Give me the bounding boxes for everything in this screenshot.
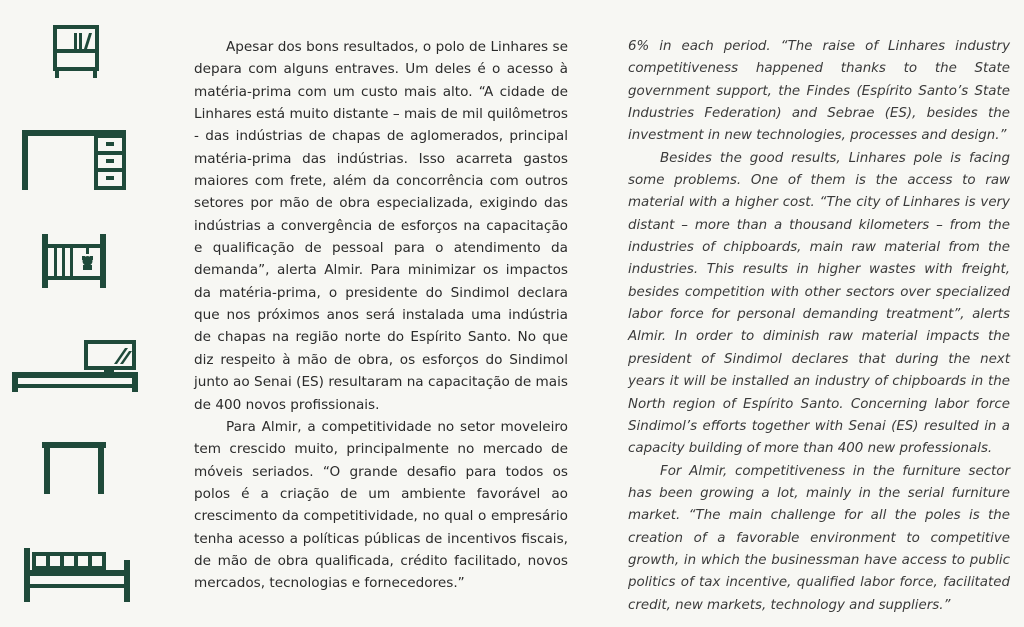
bookshelf-icon — [52, 24, 100, 80]
portuguese-text-column — [194, 36, 568, 595]
table-icon — [40, 440, 108, 496]
furniture-icon-column — [0, 0, 190, 627]
bed-icon — [22, 544, 132, 604]
crib-icon — [40, 232, 108, 290]
english-text-column — [628, 36, 1010, 617]
en-paragraph-2: Besides the good results, Linhares pole is facing some problems. One of them is the access to raw material with a higher cost. “The city of Linhares is very distant – more than a thousand kilometers – from the industries of chipboards, main raw material from the industries. This results in higher wastes with freight, besides competition with other sectors over specialized labor force for personal demanding treatment”, alerts Almir. In order to diminish raw material impacts the president of Sindimol declares that during the next years it will be installed an industry of chipboards in the North region of Espírito Santo. Concerning labor force Sindimol’s efforts together with Senai (ES) resulted in a capacity building of more than 400 new professionals. — [628, 150, 1010, 457]
en-paragraph-3: For Almir, competitiveness in the furniture sector has been growing a lot, mainly in the serial furniture market. “The main challenge for all the poles is the creation of a favorable environment to competitive growth, in which the businessman have access to public politics of tax incentive, qualified labor force, facilitated credit, new markets, technology and suppliers.” — [628, 463, 1010, 613]
desk-with-drawers-icon — [20, 128, 128, 192]
tv-rack-icon — [10, 338, 140, 396]
pt-paragraph-1: Apesar dos bons resultados, o polo de Linhares se depara com alguns entraves. Um deles é o acesso à matéria-prima com um custo mais alto. “A cidade de Linhares está muito distante – mais de mil quilômetros - das indústrias de chapas de aglomerados, principal matéria-prima das indústrias. Isso acarreta gastos maiores com frete, além da concorrência com outros setores por mão de obra especializada, exigindo das indústrias a convergência de esforços na capacitação e qualificação de pessoal para o atendimento da demanda”, alerta Almir. Para minimizar os impactos da matéria-prima, o presidente do Sindimol declara que nos próximos anos será instalada uma indústria de chapas na região norte do Espírito Santo. No que diz respeito à mão de obra, os esforços do Sindimol junto ao Senai (ES) resultaram na capacitação de mais de 400 novos profissionais. — [194, 39, 568, 413]
pt-paragraph-2: Para Almir, a competitividade no setor moveleiro tem crescido muito, principalmente no mercado de móveis seriados. “O grande desafio para todos os polos é a criação de um ambiente favorável ao crescimento da competitividade, no qual o empresário tenha acesso a políticas públicas de incentivos fiscais, de mão de obra qualificada, crédito facilitado, novos mercados, tecnologias e fornecedores.” — [194, 418, 568, 592]
en-paragraph-1: 6% in each period. “The raise of Linhares industry competitiveness happened thanks to the State government support, the Findes (Espírito Santo’s State Industries Federation) and Sebrae (ES), besides the investment in new technologies, processes and design.” — [628, 39, 1010, 144]
